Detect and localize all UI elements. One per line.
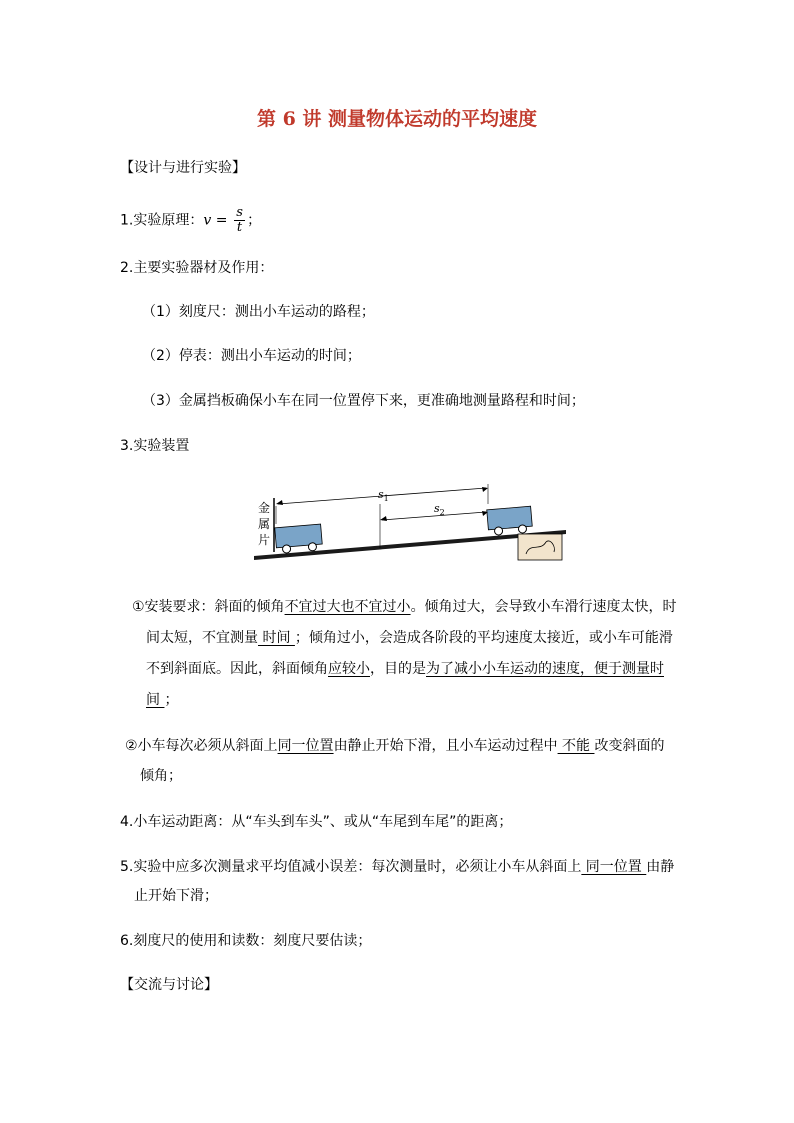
note2-line1 <box>125 736 664 756</box>
principle-line <box>120 206 261 235</box>
error-line1 <box>120 857 674 877</box>
section-heading-discuss: 【交流与讨论】 <box>120 977 218 993</box>
fraction-numerator: s <box>236 205 243 220</box>
s1-arrow-left <box>276 500 283 505</box>
note2-line2: 倾角； <box>140 768 182 784</box>
equipment-ruler: （1）刻度尺：测出小车运动的路程； <box>142 304 375 320</box>
note1-text-d: 间太短，不宜测量 <box>146 630 258 646</box>
s1-arrow-right <box>482 487 488 492</box>
distance-line: 4.小车运动距离：从“车头到车头”、或从“车尾到车尾”的距离； <box>120 814 513 830</box>
plate-label-char-3: 片 <box>257 533 271 547</box>
note1-line3 <box>146 659 664 679</box>
note1-text-a: ①安装要求：斜面的倾角 <box>132 599 285 615</box>
page-title: 第 6 讲 测量物体运动的平均速度 <box>256 108 538 130</box>
note1-answer-small: 应较小 <box>328 661 370 677</box>
error-line2: 止开始下滑； <box>134 888 218 904</box>
note1-answer-purpose-end: 间 <box>146 692 165 708</box>
error-answer-position: 同一位置 <box>581 859 647 875</box>
note1-text-i: ，目的是 <box>370 661 426 677</box>
note1-text-f: ；倾角过小，会造成各阶段的平均速度太接近，或小车可能滑 <box>294 630 673 646</box>
section-heading-design: 【设计与进行实验】 <box>120 160 246 176</box>
cart-top <box>487 506 533 536</box>
note1-text-g: 不到斜面底。因此，斜面倾角 <box>146 661 328 677</box>
velocity-symbol: v <box>203 212 212 229</box>
note2-text-a: ②小车每次必须从斜面上 <box>125 738 278 754</box>
principle-prefix: 1.实验原理： <box>120 212 204 229</box>
note1-answer-time: 时间 <box>258 630 295 646</box>
ruler-reading-line: 6.刻度尺的使用和读数：刻度尺要估读； <box>120 933 372 949</box>
equipment-stopwatch: （2）停表：测出小车运动的时间； <box>142 348 361 364</box>
note2-answer-cannot: 不能 <box>557 738 595 754</box>
s2-label: $s_2$ <box>434 502 445 517</box>
note1-text-l: ； <box>164 692 179 708</box>
equals-sign: = <box>211 212 232 229</box>
equipment-metal-plate: （3）金属挡板确保小车在同一位置停下来，更准确地测量路程和时间； <box>142 393 585 409</box>
note1-line1 <box>132 597 677 617</box>
apparatus-figure <box>250 482 570 564</box>
apparatus-heading: 3.实验装置 <box>120 438 190 454</box>
error-text-c: 由静 <box>646 859 675 875</box>
note1-text-c: 。倾角过大，会导致小车滑行速度太快，时 <box>410 599 677 615</box>
note1-line2 <box>146 628 673 648</box>
s2-arrow-left <box>380 516 387 521</box>
speed-fraction <box>234 206 245 235</box>
note1-answer-angle: 不宜过大也不宜过小 <box>284 599 411 615</box>
note1-line4 <box>146 690 178 710</box>
s1-label: $s_1$ <box>378 488 389 503</box>
plate-label-char-1: 金 <box>257 501 271 515</box>
fraction-denominator: t <box>234 220 245 235</box>
cart-bottom <box>275 524 323 554</box>
note2-text-e: 改变斜面的 <box>594 738 665 754</box>
note1-answer-purpose: 为了减小小车运动的速度，便于测量时 <box>426 661 664 677</box>
note2-answer-position: 同一位置 <box>277 738 334 754</box>
plate-label-char-2: 属 <box>257 517 271 531</box>
equipment-heading: 2.主要实验器材及作用： <box>120 260 274 276</box>
note2-text-c: 由静止开始下滑，且小车运动过程中 <box>333 738 558 754</box>
error-text-a: 5.实验中应多次测量求平均值减小误差：每次测量时，必须让小车从斜面上 <box>120 859 582 875</box>
principle-suffix: ； <box>247 212 262 229</box>
